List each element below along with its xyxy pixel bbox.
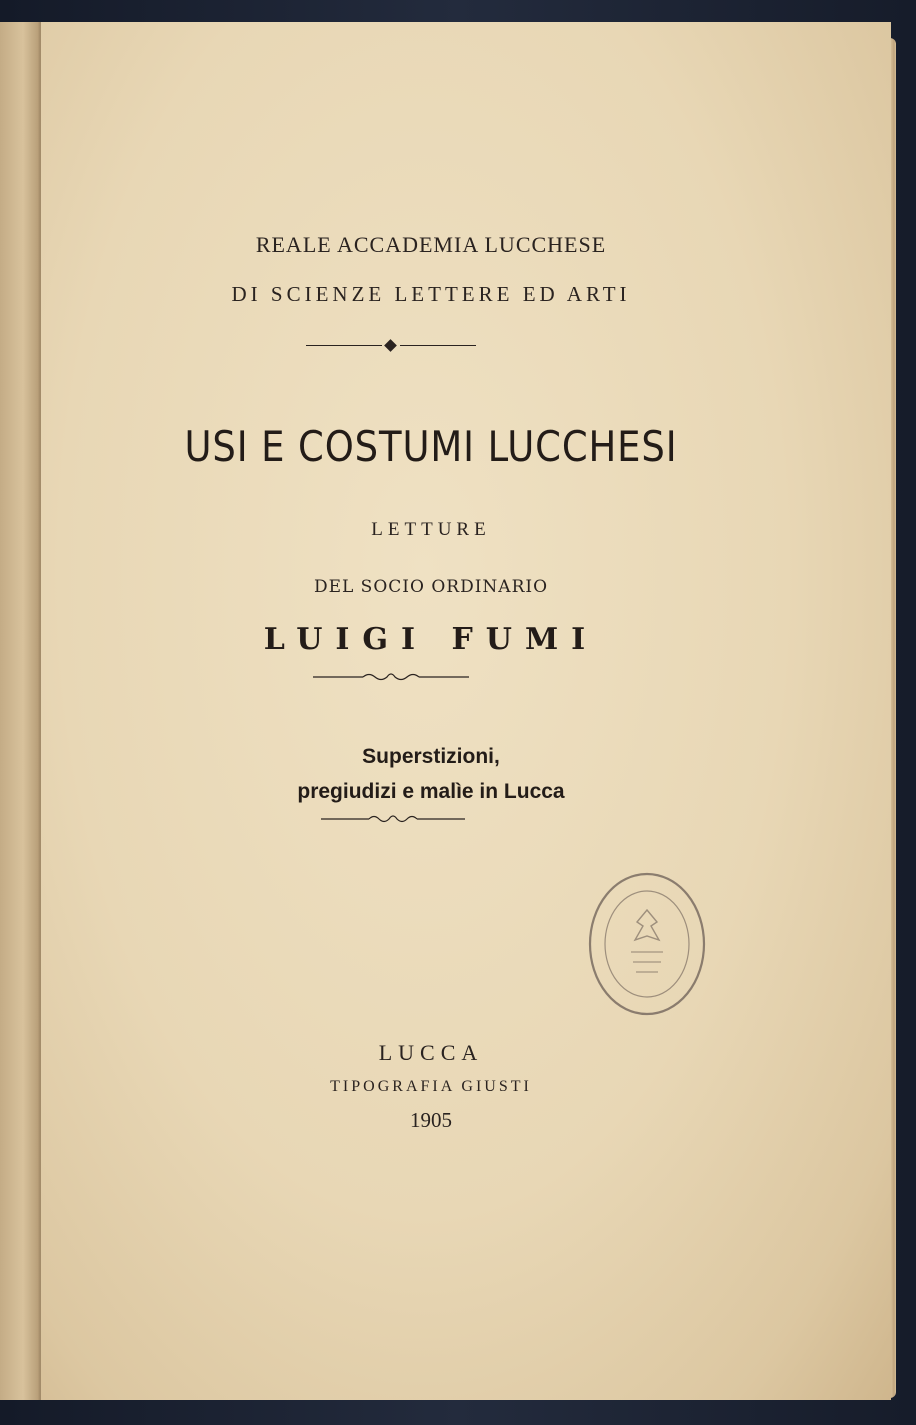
diamond-icon: [384, 339, 397, 352]
author-intro: DEL SOCIO ORDINARIO: [313, 577, 549, 597]
topic-line1: Superstizioni,: [362, 745, 500, 768]
book-title: USI E COSTUMI LUCCHESI: [184, 422, 678, 471]
academy-name-line2: DI SCIENZE LETTERE ED ARTI: [231, 282, 631, 306]
topic-line2: pregiudizi e malìe in Lucca: [297, 780, 565, 803]
library-stamp-icon: [586, 870, 708, 1018]
title-page: [40, 22, 891, 1400]
author-name: LUIGI FUMI: [263, 622, 599, 657]
ornament-divider-bottom: [319, 812, 467, 826]
book-subtitle: LETTURE: [371, 519, 491, 540]
imprint-city: LUCCA: [378, 1040, 484, 1065]
academy-name-line1: REALE ACCADEMIA LUCCHESE: [255, 232, 607, 257]
imprint-printer: TIPOGRAFIA GIUSTI: [330, 1078, 532, 1095]
diamond-rule-divider: [306, 340, 476, 352]
ornament-divider-top: [311, 670, 471, 684]
imprint-year: 1905: [410, 1108, 452, 1132]
facing-page-edge: [0, 22, 44, 1400]
